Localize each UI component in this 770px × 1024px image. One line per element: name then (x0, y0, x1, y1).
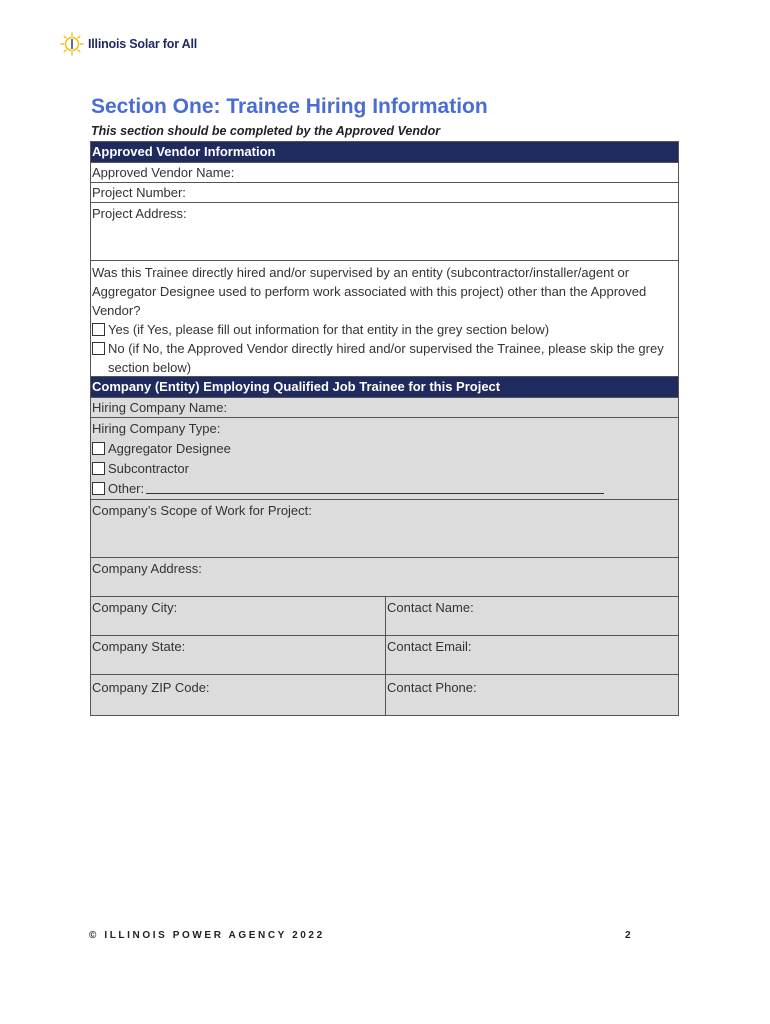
project-number-field[interactable]: Project Number: (91, 183, 678, 203)
other-checkbox[interactable] (92, 482, 105, 495)
hiring-company-type-label: Hiring Company Type: (92, 421, 221, 436)
subcontractor-checkbox[interactable] (92, 462, 105, 475)
project-address-field[interactable]: Project Address: (91, 203, 678, 261)
other-text-line[interactable] (146, 479, 604, 494)
city-contact-row (91, 597, 678, 636)
trainee-hiring-form (90, 141, 679, 716)
scope-of-work-field[interactable]: Company’s Scope of Work for Project: (91, 500, 678, 558)
no-option[interactable] (92, 339, 678, 377)
no-option-label: No (if No, the Approved Vendor directly hired and/or supervised the Trainee, please skip the grey section below) (108, 341, 664, 375)
company-address-field[interactable]: Company Address: (91, 558, 678, 597)
contact-phone-field[interactable]: Contact Phone: (387, 680, 477, 695)
logo (60, 31, 197, 57)
company-state-field[interactable]: Company State: (92, 636, 386, 674)
section-title: Section One: Trainee Hiring Information (91, 95, 488, 118)
logo-text: Illinois Solar for All (88, 37, 198, 51)
contact-name-field[interactable]: Contact Name: (387, 600, 474, 615)
vendor-info-header: Approved Vendor Information (91, 142, 678, 163)
company-header: Company (Entity) Employing Qualified Job Trainee for this Project (91, 377, 678, 398)
sun-logo-icon (60, 32, 84, 56)
type-option-other[interactable] (92, 479, 678, 499)
yes-option-label: Yes (if Yes, please fill out information for that entity in the grey section below) (108, 322, 550, 337)
contact-email-field[interactable]: Contact Email: (387, 639, 472, 654)
zip-phone-row (91, 675, 678, 715)
yes-option[interactable] (92, 320, 678, 339)
type-option-subcontractor[interactable] (92, 459, 678, 479)
aggregator-label: Aggregator Designee (108, 441, 231, 456)
yes-checkbox[interactable] (92, 323, 105, 336)
subcontractor-label: Subcontractor (108, 461, 189, 476)
section-subtitle: This section should be completed by the Approved Vendor (91, 124, 441, 138)
company-city-field[interactable]: Company City: (92, 597, 386, 635)
approved-vendor-name-field[interactable]: Approved Vendor Name: (91, 163, 678, 183)
other-label: Other: (108, 481, 145, 496)
hiring-company-type-block (91, 418, 678, 500)
type-option-aggregator[interactable] (92, 439, 678, 459)
footer-copyright: © ILLINOIS POWER AGENCY 2022 (89, 930, 325, 941)
no-checkbox[interactable] (92, 342, 105, 355)
aggregator-checkbox[interactable] (92, 442, 105, 455)
hiring-company-name-field[interactable]: Hiring Company Name: (91, 398, 678, 418)
state-email-row (91, 636, 678, 675)
company-zip-field[interactable]: Company ZIP Code: (92, 675, 386, 715)
page-number: 2 (625, 930, 631, 941)
entity-question: Was this Trainee directly hired and/or supervised by an entity (subcontractor/installer/agent or Aggregator Designee used to perform work associated with this project) other than the Approved Vendor? (92, 265, 647, 318)
entity-question-block (91, 261, 678, 377)
